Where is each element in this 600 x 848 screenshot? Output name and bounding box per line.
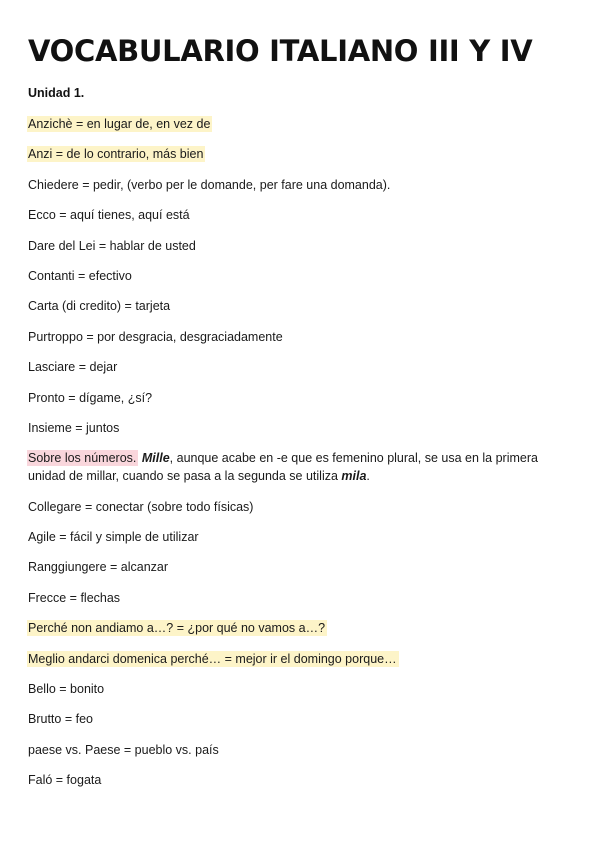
note-label: Sobre los números. bbox=[28, 451, 137, 466]
vocab-entry: paese vs. Paese = pueblo vs. país bbox=[28, 742, 219, 757]
vocab-entry: Carta (di credito) = tarjeta bbox=[28, 299, 171, 314]
note-word-mille: Mille bbox=[141, 451, 170, 466]
vocab-entry: Contanti = efectivo bbox=[28, 268, 132, 283]
vocab-entry: Dare del Lei = hablar de usted bbox=[28, 238, 196, 253]
note-text: , aunque acabe en -e que es femenino plural, se usa en la primera unidad de millar, cuando se pasa a la segunda se utiliza bbox=[28, 451, 538, 484]
vocab-entry: Ranggiungere = alcanzar bbox=[28, 560, 169, 575]
unit-heading: Unidad 1. bbox=[28, 86, 85, 100]
vocab-entry bbox=[28, 115, 572, 133]
vocab-entry: Insieme = juntos bbox=[28, 420, 120, 435]
vocab-entry: Ecco = aquí tienes, aquí está bbox=[28, 208, 190, 223]
vocab-entry: Brutto = feo bbox=[28, 712, 93, 727]
highlighted-text: Anzichè = en lugar de, en vez de bbox=[28, 117, 211, 131]
vocab-entry: Collegare = conectar (sobre todo físicas) bbox=[28, 499, 254, 514]
vocab-entry: Agile = fácil y simple de utilizar bbox=[28, 530, 199, 545]
highlighted-text: Meglio andarci domenica perché… = mejor ir el domingo porque… bbox=[28, 651, 397, 666]
vocab-entry bbox=[28, 650, 572, 668]
vocab-entry: Bello = bonito bbox=[28, 682, 105, 697]
highlighted-text: Perché non andiamo a…? = ¿por qué no vamos a…? bbox=[28, 621, 326, 636]
vocab-entry: Lasciare = dejar bbox=[28, 360, 118, 375]
vocab-entry: Faló = fogata bbox=[28, 773, 102, 788]
note-word-mila: mila bbox=[341, 469, 367, 484]
vocabulary-list bbox=[28, 115, 572, 789]
vocab-entry: Purtroppo = por desgracia, desgraciadamente bbox=[28, 329, 283, 344]
note-end: . bbox=[366, 469, 370, 484]
vocab-entry bbox=[28, 619, 572, 637]
vocab-entry bbox=[28, 145, 572, 163]
document-title: VOCABULARIO ITALIANO III Y IV bbox=[28, 34, 533, 68]
vocab-entry: Frecce = flechas bbox=[28, 590, 121, 605]
highlighted-text: Anzi = de lo contrario, más bien bbox=[28, 147, 204, 162]
vocab-entry: Pronto = dígame, ¿sí? bbox=[28, 390, 153, 405]
numbers-note bbox=[28, 449, 572, 485]
vocab-entry: Chiedere = pedir, (verbo per le domande, per fare una domanda). bbox=[28, 177, 391, 192]
